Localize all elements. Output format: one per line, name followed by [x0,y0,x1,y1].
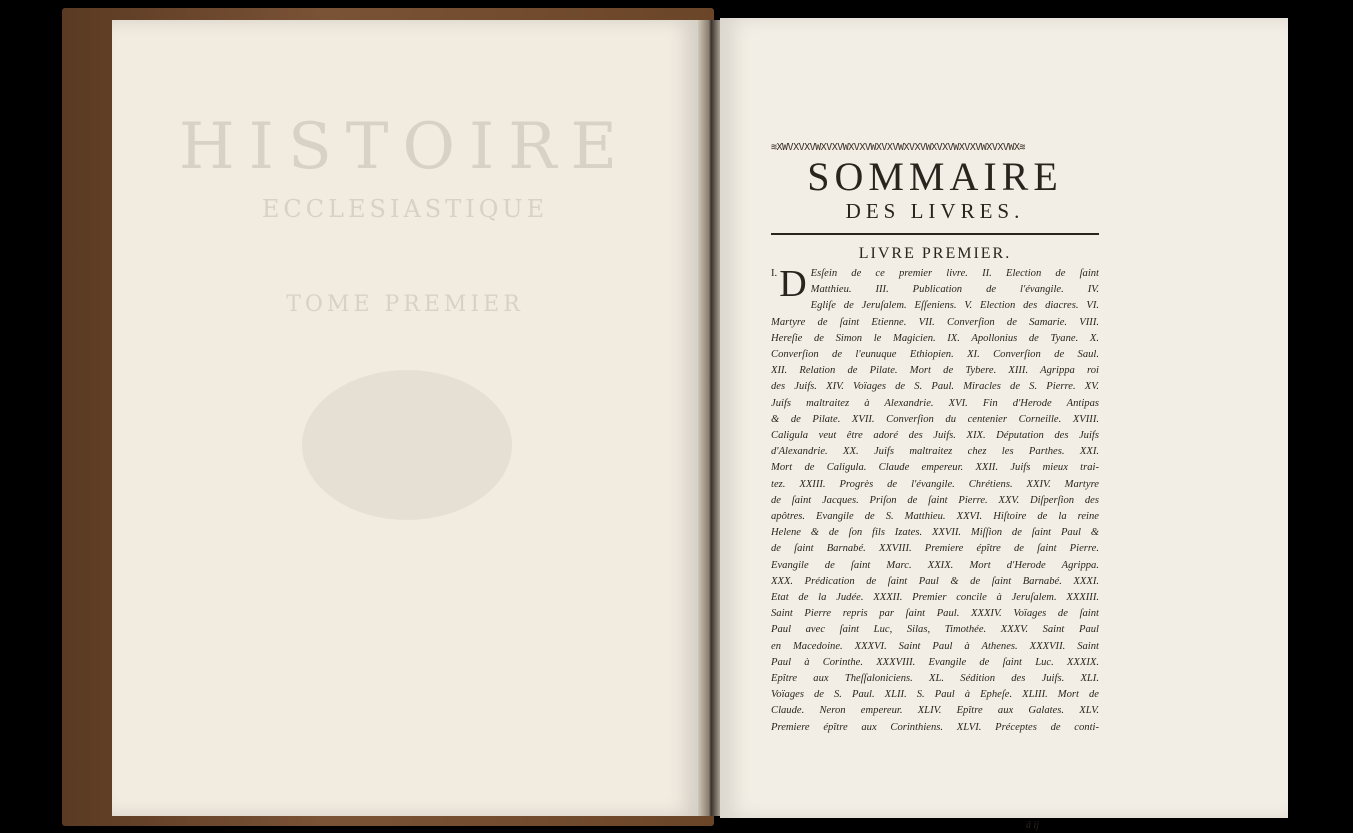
drop-cap: D [779,263,807,305]
ghost-subtitle: ECCLESIASTIQUE [261,195,549,223]
text-line: Premiere épître aux Corinthiens. XLVI. Préceptes de conti- [771,721,1099,733]
text-line: d'Alexandrie. XX. Juifs maltraitez chez les Parthes. XXI. [771,446,1099,458]
ornament-border: ≋XWVXVXVWXVXVWXVXVWXVXVWXVXVWXVXVWXVXVWXVXVWX≋ [771,142,1025,153]
book-gutter [698,20,722,816]
text-line: Claude. Neron empereur. XLIV. Epître aux Galates. XLV. [771,705,1099,717]
text-line: apôtres. Evangile de S. Matthieu. XXVI. Hiſtoire de la reine [771,511,1099,523]
title-rule [771,233,1099,235]
open-book [62,8,1290,831]
first-chapter-number: I. [771,268,778,279]
text-line: Mort de Caligula. Claude empereur. XXII. Juifs mieux trai- [771,462,1099,474]
text-line: Saint Pierre repris par ſaint Paul. XXXIV. Voïages de ſaint [771,608,1099,620]
text-line: Hereſie de Simon le Magicien. IX. Apollonius de Tyane. X. [771,332,1099,344]
text-line: Paul avec ſaint Luc, Silas, Timothée. XXXV. Saint Paul [771,624,1099,636]
text-line: Paul à Corinthe. XXXVIII. Evangile de ſaint Luc. XXXIX. [771,656,1099,668]
text-line: Caligula veut être adoré des Juifs. XIX. Députation des Juifs [771,430,1099,442]
text-line: Egliſe de Jeruſalem. Eſſeniens. V. Election des diacres. VI. [810,300,1099,312]
page-title: SOMMAIRE [807,154,1063,199]
text-line: de ſaint Barnabé. XXVIII. Premiere épître de ſaint Pierre. [771,543,1099,555]
text-line: Helene & de ſon fils Izates. XXVII. Miſſion de ſaint Paul & [771,527,1099,539]
ghost-title: HISTOIRE [178,110,632,184]
text-line: Converſion de l'eunuque Ethiopien. XI. Converſion de Saul. [771,349,1099,361]
text-line: des Juifs. XIV. Voïages de S. Paul. Miracles de S. Pierre. XV. [771,381,1099,393]
text-line: de ſaint Jacques. Priſon de ſaint Pierre. XXV. Diſperſion des [771,494,1099,506]
text-line: XII. Relation de Pilate. Mort de Tybere. XIII. Agrippa roi [771,365,1099,377]
text-line: Martyre de ſaint Etienne. VII. Converſion de Samarie. VIII. [771,316,1099,328]
signature-mark: ã ij [1026,820,1040,831]
summary-text [771,263,1099,736]
text-line: Voïages de S. Paul. XLII. S. Paul à Epheſe. XLIII. Mort de [771,689,1099,701]
text-line: en Macedoine. XXXVI. Saint Paul à Athenes. XXXVII. Saint [771,640,1099,652]
page-subtitle: DES LIVRES. [845,199,1025,223]
left-page [112,20,698,816]
text-line: Juifs maltraitez à Alexandrie. XVI. Fin d'Herode Antipas [771,397,1099,409]
text-line: tez. XXIII. Progrès de l'évangile. Chrétiens. XXIV. Martyre [771,478,1099,490]
text-line: Evangile de ſaint Marc. XXIX. Mort d'Herode Agrippa. [771,559,1099,571]
text-line: Esſein de ce premier livre. II. Election de ſaint [810,268,1099,279]
text-line: Etat de la Judée. XXXII. Premier concile à Jeruſalem. XXXIII. [771,592,1099,604]
right-page [720,18,1288,831]
text-line: Epître aux Theſſaloniciens. XL. Sédition des Juifs. XLI. [771,673,1099,685]
summary-block [771,142,1099,831]
ghost-vignette [292,360,522,530]
book-heading: LIVRE PREMIER. [858,245,1012,262]
text-line: Matthieu. III. Publication de l'évangile. IV. [810,284,1099,296]
text-line: XXX. Prédication de ſaint Paul & de ſaint Barnabé. XXXI. [771,575,1099,587]
text-line: & de Pilate. XVII. Converſion du centenier Corneille. XVIII. [771,413,1099,425]
ghost-tome: TOME PREMIER [286,292,524,317]
